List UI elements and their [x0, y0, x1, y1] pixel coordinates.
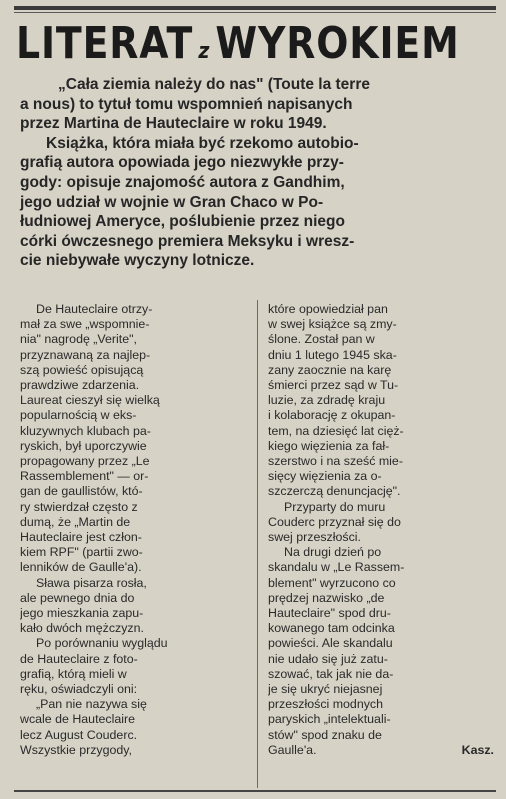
column-line: dumą, że „Martin de	[20, 514, 131, 529]
column-line: kluzywnych klubach pa-	[20, 423, 151, 438]
column-line: lecz August Couderc.	[20, 727, 138, 742]
column-line: nie udało się już zatu-	[268, 651, 388, 666]
column-line: jego mieszkania zapu-	[20, 606, 144, 621]
column-line: szą powieść opisującą	[20, 362, 144, 377]
lead-line: córki ówczesnego premiera Meksyku i wresz-	[20, 232, 355, 250]
article-column-right	[268, 302, 494, 758]
column-line: w swej książce są zmy-	[268, 317, 397, 332]
column-line: Hauteclaire" spod dru-	[268, 606, 391, 621]
lead-line: „Cała ziemia należy do nas" (Toute la terre	[58, 76, 370, 93]
column-line: ry stwierdzał często z	[20, 499, 138, 514]
lead-line: przez Martina de Hauteclaire w roku 1949.	[20, 115, 327, 133]
column-line: grafią, którą mieli w	[20, 666, 127, 681]
column-line: stów" spod znaku de	[268, 727, 382, 742]
column-line: kiego więzienia za fał-	[268, 438, 390, 453]
column-line: wcale de Hauteclaire	[20, 712, 136, 727]
column-line: Na drugi dzień po	[284, 545, 382, 560]
lead-paragraphs	[20, 75, 492, 271]
headline-part-2: WYROKIEM	[215, 18, 460, 69]
column-line: śmierci przez sąd w Tu-	[268, 378, 399, 393]
column-line: kało dwóch mężczyzn.	[20, 621, 144, 636]
column-line: gan de gaullistów, któ-	[20, 484, 143, 499]
column-line: powieści. Ale skandalu	[268, 636, 393, 651]
column-line: popularnością w eks-	[20, 408, 137, 423]
lead-line: cie niebywałe wyczyny lotnicze.	[20, 252, 255, 270]
column-line: przyznawaną za najlep-	[20, 347, 151, 362]
column-line: sięcy więzienia za o-	[268, 469, 382, 484]
column-line: zany zaocznie na karę	[268, 362, 392, 377]
column-line: szować, tak jak nie da-	[268, 666, 394, 681]
column-line: przeszłości modnych	[268, 697, 384, 712]
column-line: Hauteclaire jest człon-	[20, 530, 142, 545]
column-line: kiem RPF" (partii zwo-	[20, 545, 143, 560]
lead-line: grafią autora opowiada jego niezwykłe przy-	[20, 154, 344, 172]
column-line: ręku, oświadczyli oni:	[20, 682, 138, 697]
column-line: prawdziwe zdarzenia.	[20, 378, 140, 393]
column-line: szczerczą denuncjację".	[268, 484, 401, 499]
column-line: Couderc przyznał się do	[268, 514, 401, 529]
lead-line: Książka, która miała być rzekomo autobio-	[46, 134, 359, 152]
column-line: Gaulle'a. Kasz.	[268, 742, 494, 757]
headline	[16, 16, 460, 72]
column-line: paryskich „intelektuali-	[268, 712, 391, 727]
column-line: skandalu w „Le Rassem-	[268, 560, 405, 575]
column-line: Laureat cieszył się wielką	[20, 393, 160, 408]
column-line: Sława pisarza rosła,	[36, 575, 147, 590]
lead-line: jego udział w wojnie w Gran Chaco w Po-	[20, 193, 324, 211]
lead-line: gody: opisuje znajomość autora z Gandhim,	[20, 173, 345, 191]
headline-part-1: LITERAT	[16, 18, 194, 69]
column-line: propagowany przez „Le	[20, 454, 150, 469]
column-line: tem, na dziesięć lat cięż-	[268, 423, 404, 438]
column-line: szerstwo i na sześć mie-	[268, 454, 403, 469]
column-line: lenników de Gaulle'a).	[20, 560, 142, 575]
author-signature: Kasz.	[461, 742, 494, 757]
headline-connector: z	[198, 39, 211, 64]
column-line: De Hauteclaire otrzy-	[36, 302, 153, 316]
lead-line: łudniowej Ameryce, poślubienie przez niego	[20, 213, 345, 231]
column-line: i kolaborację z okupan-	[268, 408, 396, 423]
column-line: Po porównaniu wyglądu	[36, 636, 168, 651]
column-line: Wszystkie przygody,	[20, 742, 132, 757]
column-line: ślone. Został pan w	[268, 332, 375, 347]
column-line: ryskich, był uporczywie	[20, 438, 147, 453]
article-column-left	[20, 302, 246, 758]
column-line: de Hauteclaire z foto-	[20, 651, 138, 666]
column-line: mał za swe „wspomnie-	[20, 317, 150, 332]
column-line: nia" nagrodę „Verite",	[20, 332, 137, 347]
column-line: które opowiedział pan	[268, 302, 388, 316]
column-line: blement" wyrzucono co	[268, 575, 396, 590]
column-line: je się ukryć niejasnej	[268, 682, 383, 697]
column-line: kowanego tam odcinka	[268, 621, 395, 636]
column-line: Przyparty do muru	[284, 499, 386, 514]
column-line: Rassemblement" — or-	[20, 469, 149, 484]
column-line: „Pan nie nazywa się	[36, 697, 147, 712]
column-line: luzie, za zdradę kraju	[268, 393, 386, 408]
column-line: ale pewnego dnia do	[20, 590, 135, 605]
top-rule-thin	[14, 12, 496, 13]
top-rule	[14, 6, 496, 10]
bottom-rule	[14, 790, 496, 792]
column-line: dniu 1 lutego 1945 ska-	[268, 347, 397, 362]
column-line: swej przeszłości.	[268, 530, 361, 545]
column-divider	[257, 300, 258, 788]
column-line: prędzej nazwisko „de	[268, 590, 385, 605]
lead-line: a nous) to tytuł tomu wspomnień napisanych	[20, 95, 353, 113]
